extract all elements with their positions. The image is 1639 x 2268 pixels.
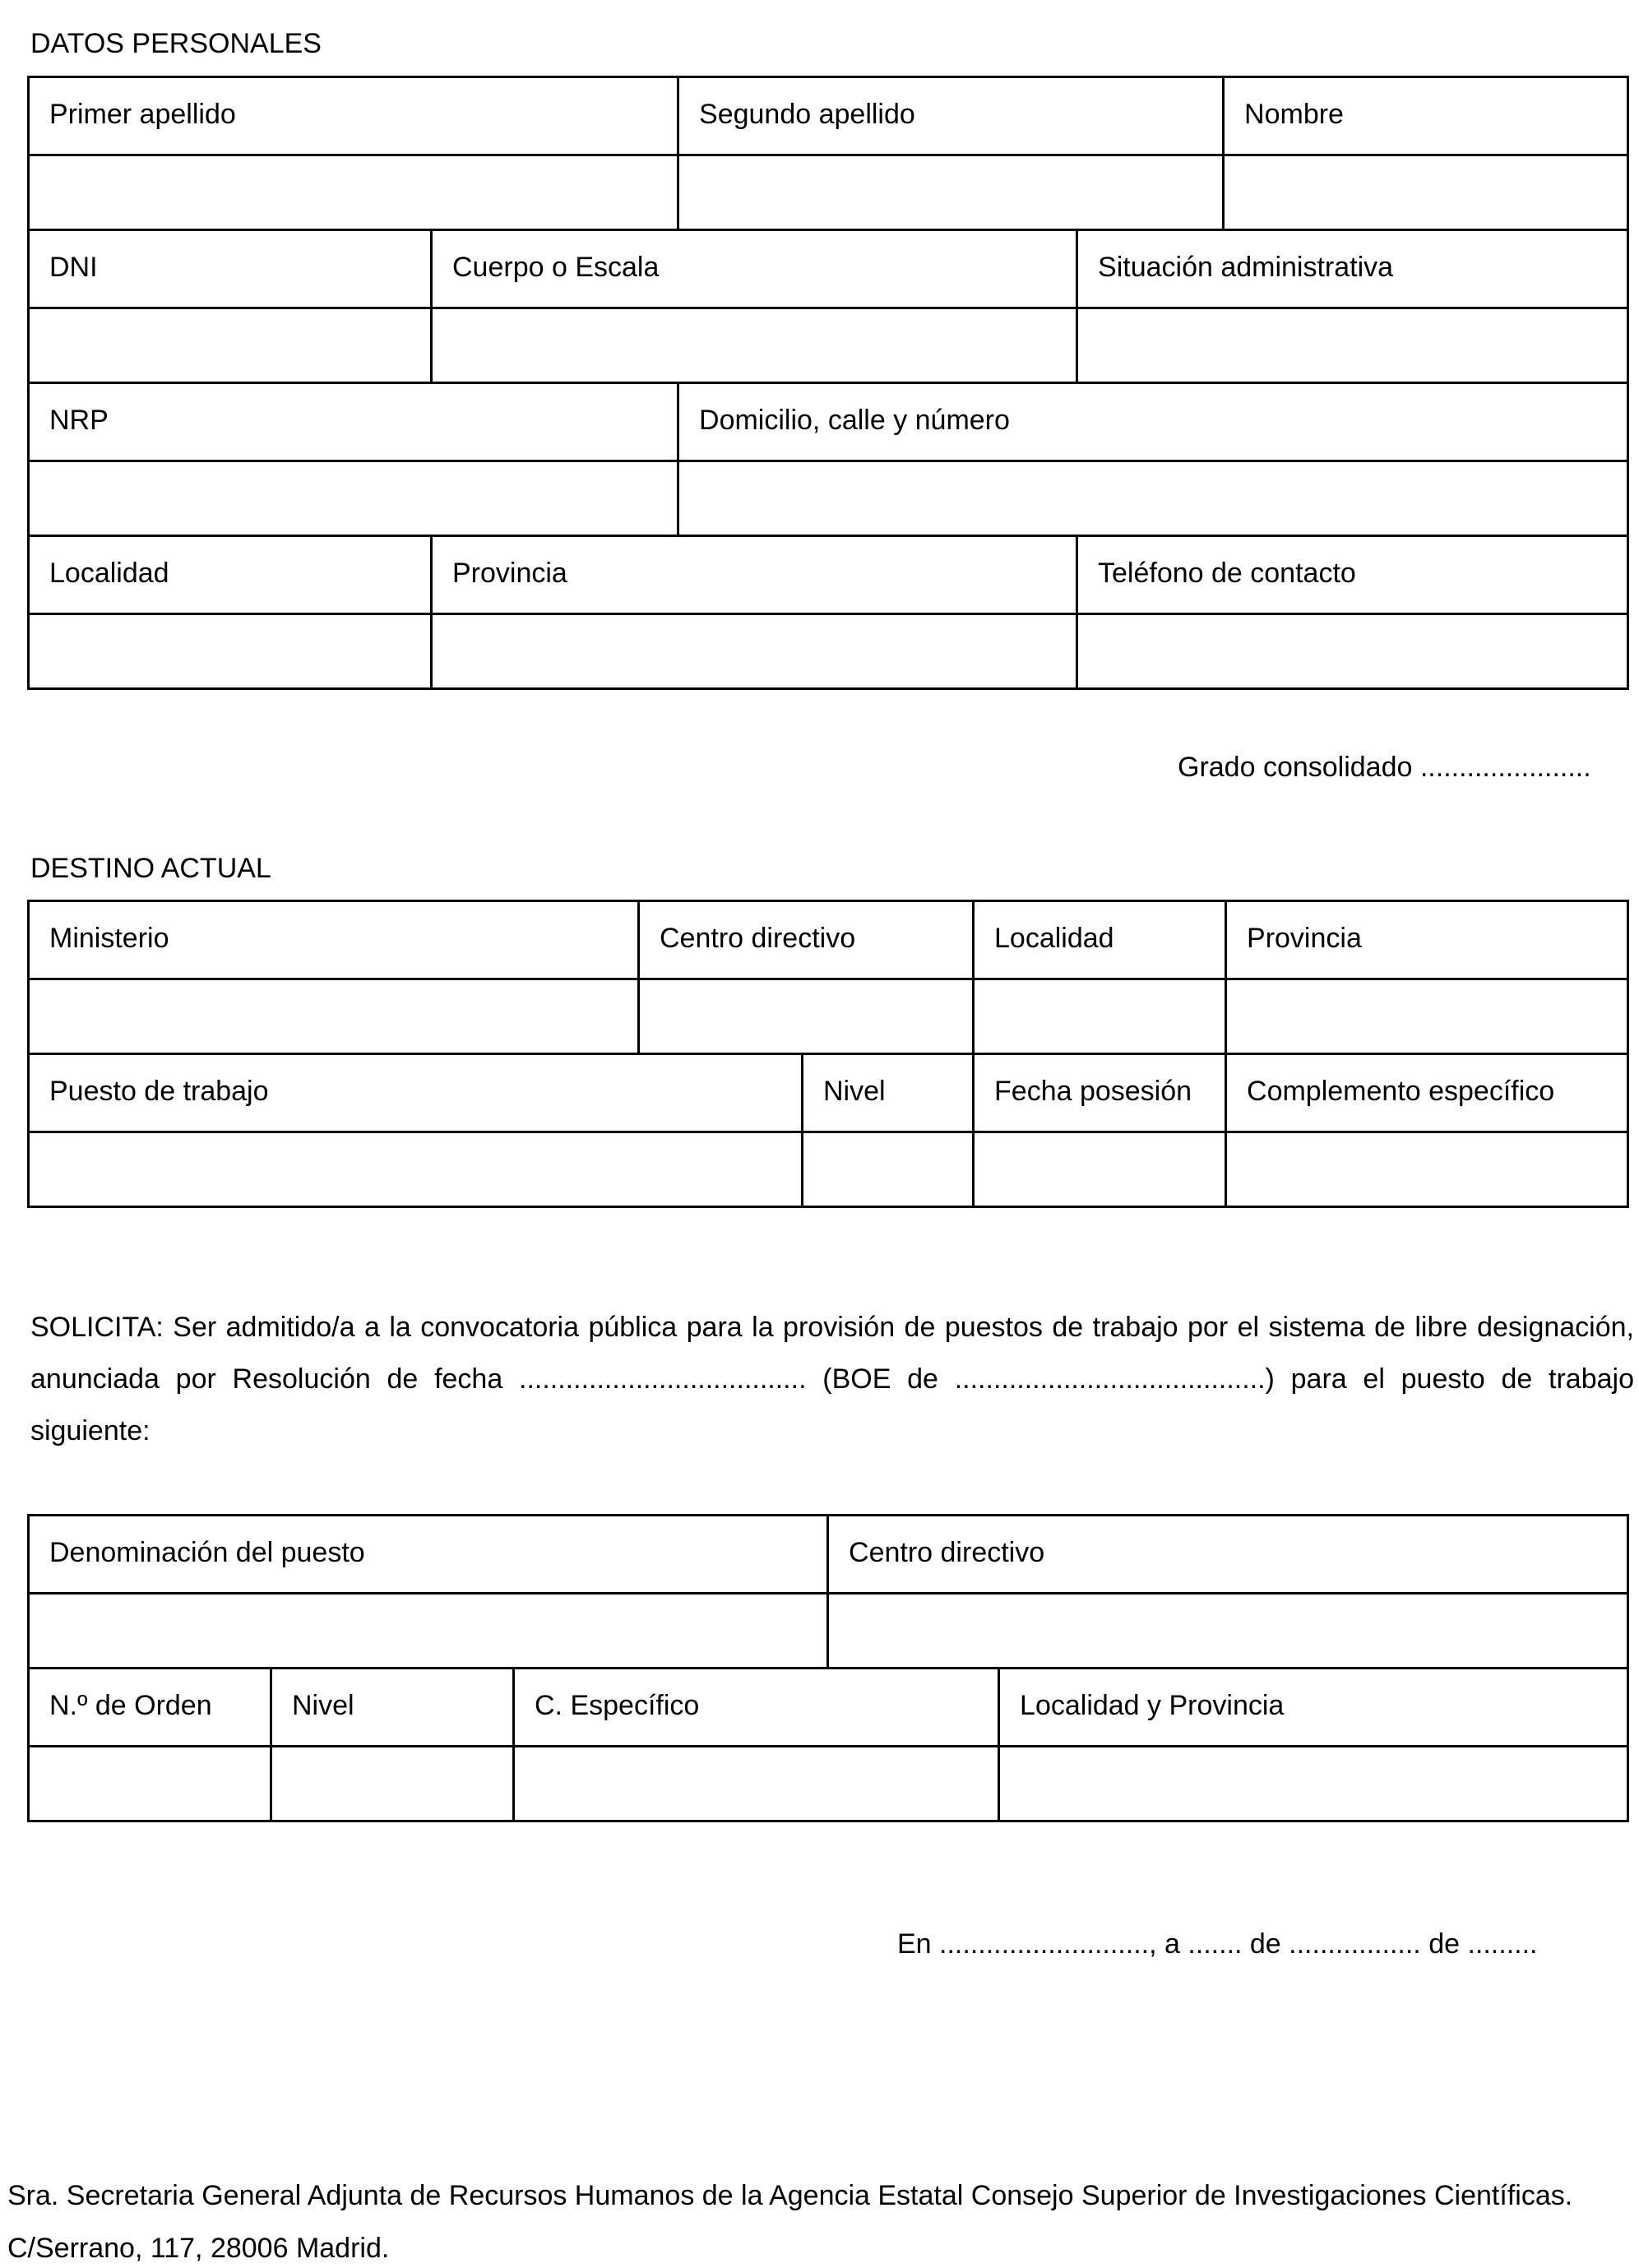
- solicita-paragraph: SOLICITA: Ser admitido/a a la convocatoria pública para la provisión de puestos de trabajo por el sistema de libre designación, anunciada por Resolución de fecha ..................................... (BOE de ........................................) para el puesto de trabajo siguiente:: [30, 1312, 1634, 1446]
- field-cuerpo-escala[interactable]: [432, 308, 1077, 383]
- label-nivel-puesto: Nivel: [271, 1669, 514, 1747]
- label-numero-orden: N.º de Orden: [29, 1669, 271, 1747]
- field-nivel[interactable]: [803, 1132, 974, 1207]
- field-situacion-administrativa[interactable]: [1077, 308, 1628, 383]
- section-title-datos-personales: DATOS PERSONALES: [30, 28, 322, 59]
- field-denominacion-puesto[interactable]: [29, 1594, 828, 1669]
- puesto-solicitado-table: [27, 1514, 1629, 1822]
- label-complemento-especifico: Complemento específico: [1226, 1054, 1628, 1132]
- field-localidad-provincia[interactable]: [999, 1747, 1628, 1821]
- label-denominacion-puesto: Denominación del puesto: [29, 1516, 828, 1594]
- field-centro-directivo[interactable]: [639, 979, 974, 1054]
- label-c-especifico: C. Específico: [514, 1669, 999, 1747]
- field-fecha-posesion[interactable]: [974, 1132, 1226, 1207]
- label-dni: DNI: [29, 230, 432, 308]
- field-dni[interactable]: [29, 308, 432, 383]
- label-fecha-posesion: Fecha posesión: [974, 1054, 1226, 1132]
- label-nrp: NRP: [29, 383, 678, 461]
- field-numero-orden[interactable]: [29, 1747, 271, 1821]
- label-nombre: Nombre: [1224, 77, 1628, 155]
- destinatario-line-1: Sra. Secretaria General Adjunta de Recursos Humanos de la Agencia Estatal Consejo Superior de Investigaciones Científicas.: [7, 2180, 1573, 2211]
- field-localidad[interactable]: [29, 614, 432, 689]
- label-primer-apellido: Primer apellido: [29, 77, 678, 155]
- label-segundo-apellido: Segundo apellido: [678, 77, 1224, 155]
- field-centro-directivo-puesto[interactable]: [828, 1594, 1628, 1669]
- field-nivel-puesto[interactable]: [271, 1747, 514, 1821]
- label-provincia-destino: Provincia: [1226, 901, 1628, 979]
- label-centro-directivo-puesto: Centro directivo: [828, 1516, 1628, 1594]
- destinatario-line-2: C/Serrano, 117, 28006 Madrid.: [7, 2233, 390, 2264]
- field-provincia[interactable]: [432, 614, 1077, 689]
- fecha-lugar-line: En ..........................., a ....... de ................. de .........: [897, 1928, 1538, 1960]
- label-situacion-administrativa: Situación administrativa: [1077, 230, 1628, 308]
- label-puesto-trabajo: Puesto de trabajo: [29, 1054, 803, 1132]
- label-localidad-destino: Localidad: [974, 901, 1226, 979]
- field-puesto-trabajo[interactable]: [29, 1132, 803, 1207]
- field-localidad-destino[interactable]: [974, 979, 1226, 1054]
- field-nombre[interactable]: [1224, 155, 1628, 230]
- field-complemento-especifico[interactable]: [1226, 1132, 1628, 1207]
- datos-personales-table: [27, 76, 1629, 690]
- field-c-especifico[interactable]: [514, 1747, 999, 1821]
- field-segundo-apellido[interactable]: [678, 155, 1224, 230]
- grado-consolidado: Grado consolidado ......................: [1178, 752, 1591, 783]
- destino-actual-table: [27, 900, 1629, 1208]
- label-localidad-provincia: Localidad y Provincia: [999, 1669, 1628, 1747]
- section-title-destino-actual: DESTINO ACTUAL: [30, 853, 271, 884]
- field-telefono[interactable]: [1077, 614, 1628, 689]
- field-nrp[interactable]: [29, 461, 678, 536]
- field-provincia-destino[interactable]: [1226, 979, 1628, 1054]
- label-centro-directivo: Centro directivo: [639, 901, 974, 979]
- label-provincia: Provincia: [432, 536, 1077, 614]
- field-domicilio[interactable]: [678, 461, 1628, 536]
- label-telefono: Teléfono de contacto: [1077, 536, 1628, 614]
- label-nivel: Nivel: [803, 1054, 974, 1132]
- label-localidad: Localidad: [29, 536, 432, 614]
- label-ministerio: Ministerio: [29, 901, 639, 979]
- label-cuerpo-escala: Cuerpo o Escala: [432, 230, 1077, 308]
- label-domicilio: Domicilio, calle y número: [678, 383, 1628, 461]
- field-primer-apellido[interactable]: [29, 155, 678, 230]
- field-ministerio[interactable]: [29, 979, 639, 1054]
